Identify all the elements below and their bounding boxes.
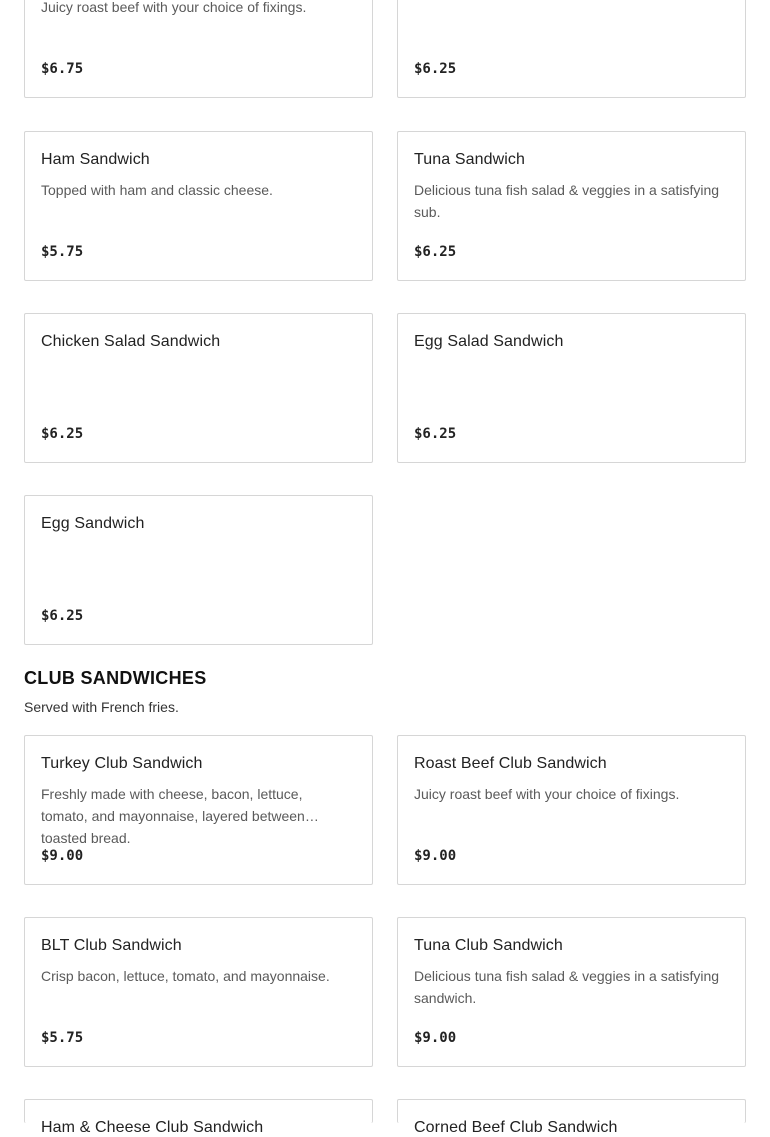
item-description: Delicious tuna fish salad & veggies in a satisfying sandwich. bbox=[414, 968, 720, 1006]
item-price: $6.25 bbox=[414, 426, 457, 442]
menu-item-card[interactable] bbox=[24, 0, 373, 98]
section-subtitle: Served with French fries. bbox=[24, 699, 179, 715]
item-name: Ham & Cheese Club Sandwich bbox=[41, 1119, 264, 1136]
item-description: Juicy roast beef with your choice of fixings. bbox=[414, 786, 680, 802]
item-description: Freshly made with cheese, bacon, lettuce, tomato, and mayonnaise, layered between toasted bread. bbox=[41, 786, 305, 846]
item-price: $6.25 bbox=[41, 608, 84, 624]
menu-item-card[interactable] bbox=[24, 1099, 373, 1136]
item-name: Roast Beef Club Sandwich bbox=[414, 755, 607, 772]
item-price: $9.00 bbox=[41, 848, 84, 864]
item-price: $6.25 bbox=[414, 244, 457, 260]
menu-item-card[interactable] bbox=[397, 917, 746, 1067]
item-description: Delicious tuna fish salad & veggies in a satisfying sub. bbox=[414, 182, 720, 220]
menu-item-card[interactable] bbox=[24, 917, 373, 1067]
menu-item-card[interactable] bbox=[24, 495, 373, 645]
item-price: $9.00 bbox=[414, 848, 457, 864]
item-price: $5.75 bbox=[41, 1030, 84, 1046]
item-name: Chicken Salad Sandwich bbox=[41, 333, 221, 350]
section-title: CLUB SANDWICHES bbox=[24, 668, 207, 688]
menu-item-card[interactable] bbox=[24, 735, 373, 885]
item-description: Topped with ham and classic cheese. bbox=[41, 182, 273, 198]
item-price: $5.75 bbox=[41, 244, 84, 260]
item-price: $9.00 bbox=[414, 1030, 457, 1046]
menu-item-card[interactable] bbox=[397, 1099, 746, 1136]
menu-item-card[interactable] bbox=[397, 0, 746, 98]
item-name: Corned Beef Club Sandwich bbox=[414, 1119, 618, 1136]
menu-item-card[interactable] bbox=[397, 131, 746, 281]
menu-item-card[interactable] bbox=[24, 313, 373, 463]
item-name: Egg Sandwich bbox=[41, 515, 145, 532]
item-name: BLT Club Sandwich bbox=[41, 937, 182, 954]
item-price: $6.25 bbox=[414, 61, 457, 77]
menu-item-card[interactable] bbox=[397, 735, 746, 885]
menu-item-card[interactable] bbox=[24, 131, 373, 281]
item-name: Ham Sandwich bbox=[41, 151, 150, 168]
item-name: Egg Salad Sandwich bbox=[414, 333, 564, 350]
item-name: Turkey Club Sandwich bbox=[41, 755, 203, 772]
item-price: $6.75 bbox=[41, 61, 84, 77]
item-price: $6.25 bbox=[41, 426, 84, 442]
menu-item-card[interactable] bbox=[397, 313, 746, 463]
item-name: Tuna Club Sandwich bbox=[414, 937, 563, 954]
item-description: Juicy roast beef with your choice of fixings. bbox=[41, 0, 307, 15]
item-name: Tuna Sandwich bbox=[414, 151, 525, 168]
item-description: Crisp bacon, lettuce, tomato, and mayonnaise. bbox=[41, 968, 330, 984]
